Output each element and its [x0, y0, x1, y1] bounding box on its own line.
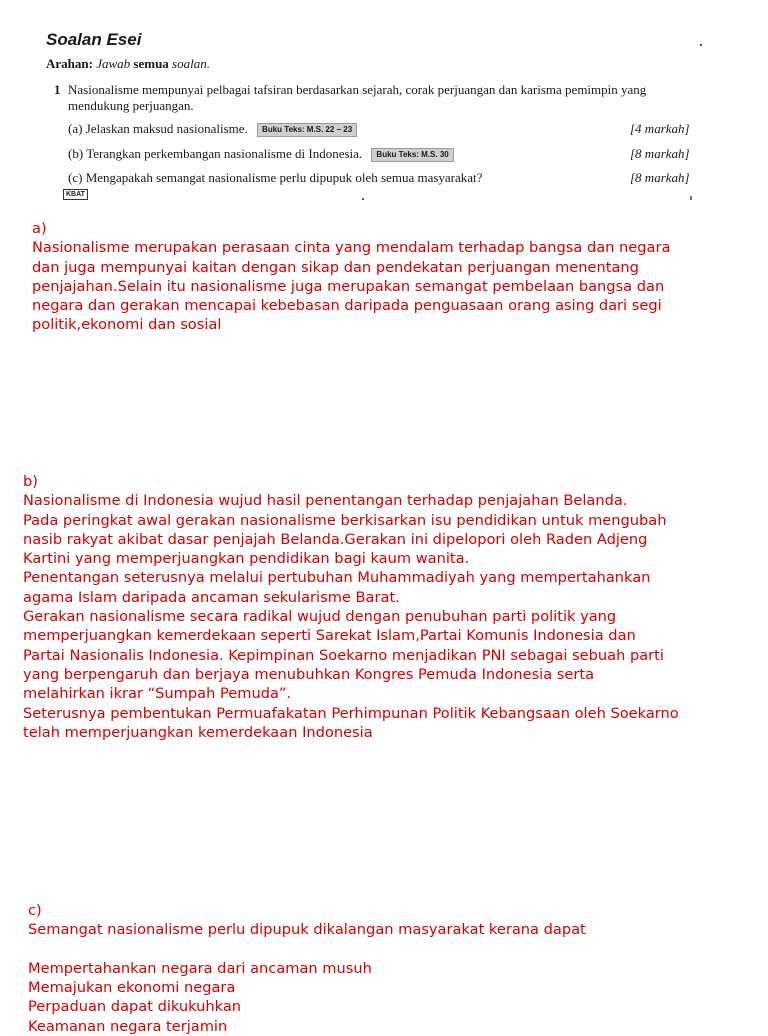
textbook-reference-tag: Buku Teks: M.S. 30: [371, 148, 453, 162]
answer-line: Seterusnya pembentukan Permuafakatan Perhimpunan Politik Kebangsaan oleh Soekarno: [23, 704, 679, 722]
part-text: Terangkan perkembangan nasionalisme di Indonesia.: [86, 146, 363, 161]
answer-line: negara dan gerakan mencapai kebebasan daripada penguasaan orang asing dari segi: [32, 297, 662, 315]
instruction-end: soalan.: [172, 56, 210, 71]
scanned-question-block: [0, 0, 768, 210]
part-label: (b): [68, 146, 84, 161]
answer-point: Mempertahankan negara dari ancaman musuh: [28, 959, 372, 977]
answer-line: memperjuangkan kemerdekaan seperti Sarekat Islam,Partai Komunis Indonesia dan: [23, 627, 636, 645]
answer-label: c): [28, 902, 42, 919]
answer-label: a): [32, 220, 47, 237]
answer-a: [32, 219, 670, 335]
answer-intro: Semangat nasionalisme perlu dipupuk dikalangan masyarakat kerana dapat: [28, 921, 586, 939]
answer-line: Kartini yang memperjuangkan pendidikan bagi kaum wanita.: [23, 550, 470, 568]
part-label: (c): [68, 170, 83, 185]
scan-speck: [362, 198, 364, 200]
answer-c: [28, 901, 586, 1036]
question-part-c: [68, 170, 482, 186]
answer-point: Memajukan ekonomi negara: [28, 979, 236, 997]
answer-point: Keamanan negara terjamin: [28, 1017, 228, 1035]
question-part-a: [68, 121, 357, 137]
answer-label: b): [23, 473, 38, 490]
kbat-badge: KBAT: [63, 189, 88, 200]
answer-line: Gerakan nasionalisme secara radikal wujud dengan penubuhan parti politik yang: [23, 608, 617, 626]
blank-line: [28, 940, 586, 959]
answer-line: yang berpengaruh dan berjaya menubuhkan Kongres Pemuda Indonesia serta: [23, 665, 595, 683]
section-title: Soalan Esei: [46, 30, 142, 49]
instruction: [46, 56, 210, 72]
answer-line: Nasionalisme merupakan perasaan cinta yang mendalam terhadap bangsa dan negara: [32, 239, 671, 257]
answer-line: Penentangan seterusnya melalui pertubuhan Muhammadiyah yang mempertahankan: [23, 569, 651, 587]
marks-c: [8 markah]: [630, 170, 690, 185]
marks-a: [4 markah]: [630, 121, 690, 136]
instruction-verb: Jawab: [96, 56, 131, 71]
answer-line: melahirkan ikrar “Sumpah Pemuda”.: [23, 685, 292, 703]
answer-line: politik,ekonomi dan sosial: [32, 316, 222, 334]
part-label: (a): [68, 121, 83, 136]
textbook-reference-tag: Buku Teks: M.S. 22 – 23: [257, 123, 357, 137]
part-text: Mengapakah semangat nasionalisme perlu dipupuk oleh semua masyarakat?: [85, 170, 483, 185]
instruction-label: Arahan:: [46, 56, 93, 71]
instruction-emphasis: semua: [133, 56, 169, 71]
answer-line: telah memperjuangkan kemerdekaan Indonesia: [23, 723, 373, 741]
answer-point: Perpaduan dapat dikukuhkan: [28, 998, 242, 1016]
part-text: Jelaskan maksud nasionalisme.: [85, 121, 248, 136]
answer-line: Pada peringkat awal gerakan nasionalisme berkisarkan isu pendidikan untuk mengubah: [23, 511, 667, 529]
scan-speck: [700, 44, 702, 46]
answer-line: nasib rakyat akibat dasar penjajah Belanda.Gerakan ini dipelopori oleh Raden Adjeng: [23, 530, 648, 548]
question-part-b: [68, 146, 454, 162]
answer-line: Nasionalisme di Indonesia wujud hasil penentangan terhadap penjajahan Belanda.: [23, 492, 628, 510]
question-text: Nasionalisme mempunyai pelbagai tafsiran berdasarkan sejarah, corak perjuangan dan karisma pemimpin yang mendukung perjuangan.: [68, 82, 647, 113]
answer-line: Partai Nasionalis Indonesia. Kepimpinan Soekarno menjadikan PNI sebagai sebuah parti: [23, 646, 664, 664]
answer-line: dan juga mempunyai kaitan dengan sikap dan pendekatan perjuangan menentang: [32, 258, 639, 276]
answer-b: [23, 472, 679, 742]
question-number: 1: [54, 82, 61, 97]
marks-b: [8 markah]: [630, 146, 690, 161]
scan-speck: [690, 196, 692, 200]
answer-line: penjajahan.Selain itu nasionalisme juga merupakan semangat pembelaan bangsa dan: [32, 277, 665, 295]
answer-line: agama Islam daripada ancaman sekularisme Barat.: [23, 588, 400, 606]
